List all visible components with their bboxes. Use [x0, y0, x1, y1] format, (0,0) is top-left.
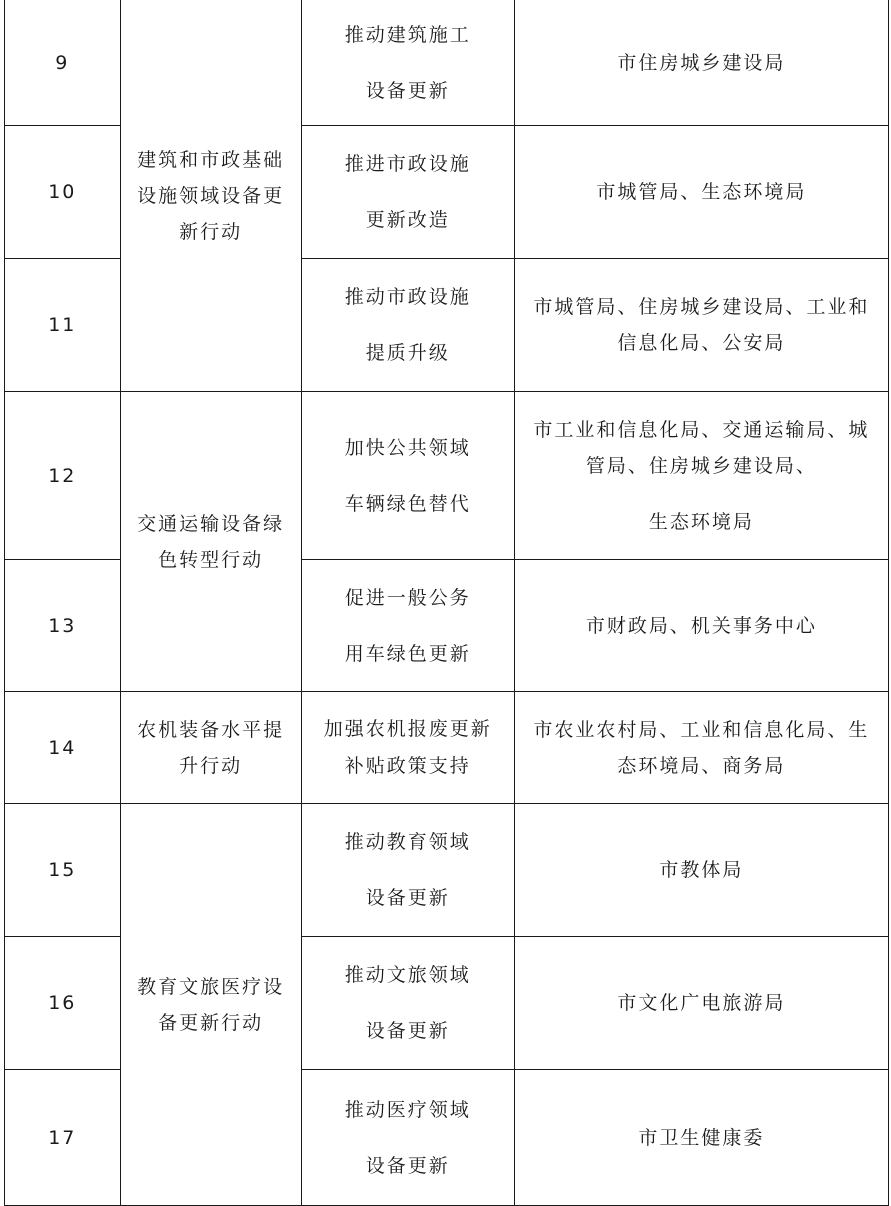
department-text: 态环境局、商务局 — [617, 754, 786, 777]
table-row — [5, 692, 889, 804]
department-text: 管局、住房城乡建设局、 — [585, 454, 817, 477]
row-number: 12 — [5, 392, 121, 560]
task-text: 加快公共领域 — [344, 436, 471, 459]
department-text: 市文化广电旅游局 — [617, 992, 786, 1014]
task-text: 推动建筑施工 — [344, 23, 471, 46]
task-text: 设备更新 — [365, 79, 450, 102]
task-text: 推动教育领域 — [344, 831, 471, 853]
row-number: 14 — [5, 692, 121, 804]
task-cell — [301, 392, 514, 560]
department-cell — [514, 937, 888, 1070]
department-text: 市教体局 — [659, 859, 744, 881]
department-text: 市工业和信息化局、交通运输局、城 — [533, 418, 870, 441]
task-text: 更新改造 — [365, 209, 450, 231]
category-text: 交通运输设备绿 — [137, 512, 285, 535]
department-text: 生态环境局 — [648, 510, 754, 533]
task-cell — [301, 1070, 514, 1206]
category-text: 建筑和市政基础 — [137, 148, 285, 171]
category-text: 教育文旅医疗设 — [137, 975, 285, 998]
department-text: 信息化局、公安局 — [617, 332, 786, 354]
department-cell — [514, 1070, 888, 1206]
task-text: 推动文旅领域 — [344, 964, 471, 986]
task-cell — [301, 692, 514, 804]
category-text: 新行动 — [179, 220, 243, 243]
task-text: 车辆绿色替代 — [344, 492, 471, 515]
task-text: 促进一般公务 — [344, 586, 471, 609]
row-number: 11 — [5, 259, 121, 392]
category-text: 备更新行动 — [158, 1011, 264, 1034]
category-text: 色转型行动 — [158, 548, 264, 571]
department-cell — [514, 126, 888, 259]
task-text: 设备更新 — [365, 1020, 450, 1042]
table-row — [5, 0, 889, 126]
task-text: 推进市政设施 — [344, 153, 471, 175]
task-text: 加强农机报废更新 — [323, 717, 492, 740]
category-text: 设施领域设备更 — [137, 184, 285, 207]
task-text: 设备更新 — [365, 1154, 450, 1177]
category-text: 升行动 — [179, 754, 243, 777]
department-text: 市农业农村局、工业和信息化局、生 — [533, 718, 870, 741]
task-text: 推动市政设施 — [344, 286, 471, 308]
department-cell — [514, 692, 888, 804]
table-row — [5, 804, 889, 937]
department-text: 市城管局、住房城乡建设局、工业和 — [533, 296, 870, 318]
task-cell — [301, 126, 514, 259]
department-cell — [514, 560, 888, 692]
department-cell — [514, 804, 888, 937]
category-text: 农机装备水平提 — [137, 718, 285, 741]
row-number: 16 — [5, 937, 121, 1070]
task-cell — [301, 560, 514, 692]
row-number: 15 — [5, 804, 121, 937]
row-number: 13 — [5, 560, 121, 692]
department-cell — [514, 392, 888, 560]
task-text: 推动医疗领域 — [344, 1098, 471, 1121]
category-cell — [120, 692, 301, 804]
task-text: 补贴政策支持 — [344, 754, 471, 777]
task-text: 用车绿色更新 — [344, 642, 471, 665]
department-text: 市城管局、生态环境局 — [596, 181, 807, 203]
row-number: 9 — [5, 0, 121, 126]
department-cell — [514, 0, 888, 126]
category-cell — [120, 392, 301, 692]
department-text: 市卫生健康委 — [638, 1126, 765, 1149]
category-cell — [120, 0, 301, 392]
task-cell — [301, 804, 514, 937]
department-text: 市财政局、机关事务中心 — [585, 614, 817, 637]
task-text: 设备更新 — [365, 887, 450, 909]
department-text: 市住房城乡建设局 — [617, 51, 786, 74]
category-cell — [120, 804, 301, 1206]
department-cell — [514, 259, 888, 392]
table-row — [5, 392, 889, 560]
task-cell — [301, 0, 514, 126]
row-number: 10 — [5, 126, 121, 259]
task-cell — [301, 937, 514, 1070]
row-number: 17 — [5, 1070, 121, 1206]
task-cell — [301, 259, 514, 392]
task-text: 提质升级 — [365, 342, 450, 364]
action-table — [4, 0, 889, 1206]
